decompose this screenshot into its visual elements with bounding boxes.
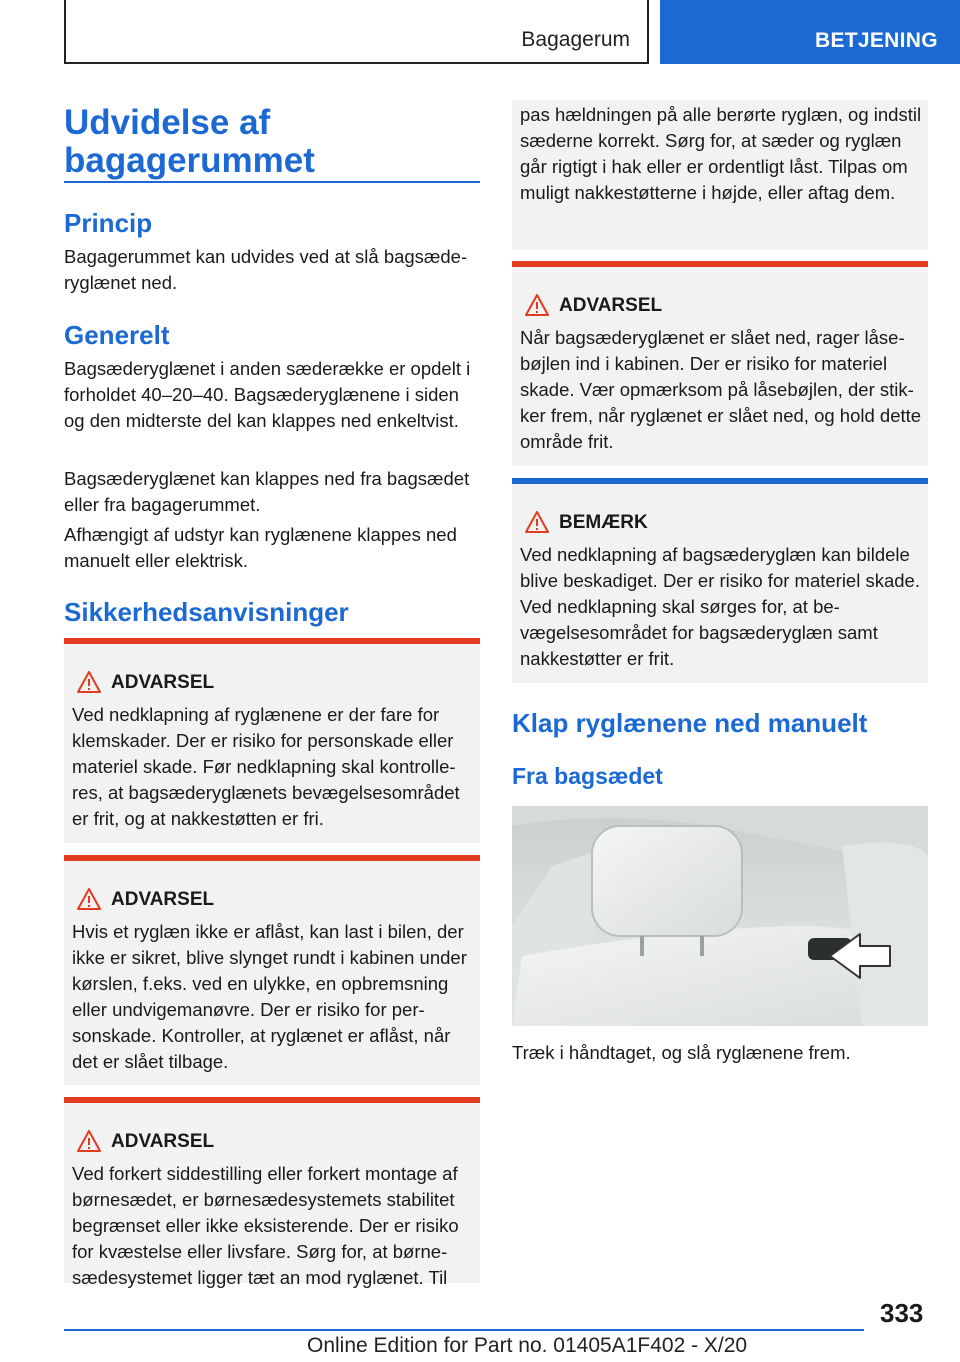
warning-text: Ved nedklapning af ryglænene er der fare for klemskader. Der er risiko for personskade eller materiel skade. Før nedklapning skal kontrolleres, at bagsæderyglænets bevægelsesområdet er frit, og at nakkestøtten er fri. [72, 704, 460, 829]
warning-title: ADVARSEL [111, 672, 215, 693]
warning-box-4 [512, 261, 928, 466]
seat-headrest-image [512, 806, 928, 1026]
general-paragraph-3: Afhængigt af udstyr kan ryglænene klappes ned manuelt eller elektrisk. [64, 524, 457, 571]
warning-text: Hvis et ryglæn ikke er aflåst, kan last i bilen, der ikke er sikret, blive slynget rundt i kabinen under kørslen, f.eks. ved en ulykke, en opbremsning eller undvigemanøvre. Der er risiko for personskade. Kontroller, at ryglænet er aflåst, når det er slået tilbage. [72, 921, 467, 1072]
warning-text-continued: pas hældningen på alle berørte ryglæn, og indstil sæderne korrekt. Sørg for, at sæder og ryglæn går rigtigt i hak eller er ordentligt låst. Tilpas om muligt nakkestøtterne i højde, eller aftag dem. [520, 104, 922, 203]
title-rule [64, 181, 480, 183]
warning-title: ADVARSEL [111, 1131, 215, 1152]
warning-triangle-icon [76, 887, 102, 911]
header-section-title: Bagagerum [521, 28, 630, 51]
warning-triangle-icon [524, 510, 550, 534]
header-chapter-label: BETJENING [815, 29, 938, 52]
heading-general: Generelt [64, 320, 170, 350]
page-title [64, 104, 315, 180]
heading-from-rear-seat: Fra bagsædet [512, 763, 663, 789]
heading-safety: Sikkerhedsanvisninger [64, 597, 349, 627]
warning-box-1 [64, 638, 480, 843]
heading-fold-manually: Klap ryglænene ned manuelt [512, 708, 868, 738]
illustration-caption: Træk i håndtaget, og slå ryglænene frem. [512, 1042, 851, 1063]
page-title-line1: Udvidelse af [64, 103, 271, 142]
warning-triangle-icon [76, 670, 102, 694]
page-title-line2: bagagerummet [64, 141, 315, 180]
warning-box-3-continued [512, 100, 928, 250]
warning-triangle-icon [76, 1129, 102, 1153]
warning-box-3 [64, 1097, 480, 1288]
warning-triangle-icon [524, 293, 550, 317]
footer-edition: Online Edition for Part no. 01405A1F402 - X/20 [307, 1334, 748, 1357]
rear-seat-illustration [512, 806, 928, 1026]
note-text: Ved nedklapning af bagsæderyglæn kan bildele blive beskadiget. Der er risiko for materiel skade. Ved nedklapning skal sørges for, at bevægelsesområdet for bagsæderyglæn samt nakkestøtter er frit. [520, 544, 920, 669]
note-title: BEMÆRK [559, 512, 648, 533]
footer-rule [64, 1329, 864, 1331]
heading-principle: Princip [64, 208, 153, 238]
page-number: 333 [880, 1298, 924, 1328]
warning-title: ADVARSEL [559, 295, 663, 316]
header-chapter-tab[interactable] [660, 0, 960, 64]
warning-box-2 [64, 855, 480, 1085]
principle-text: Bagagerummet kan udvides ved at slå bagsæderyglænet ned. [64, 246, 468, 293]
general-paragraph-1: Bagsæderyglænet i anden sæderække er opdelt i forholdet 40–20–40. Bagsæderyglænene i siden og den midterste del kan klappes ned enkeltvist. [64, 358, 471, 431]
note-box [512, 478, 928, 683]
warning-title: ADVARSEL [111, 889, 215, 910]
general-paragraph-2: Bagsæderyglænet kan klappes ned fra bagsædet eller fra bagagerummet. [64, 468, 470, 515]
warning-text: Når bagsæderyglænet er slået ned, rager låsebøjlen ind i kabinen. Der er risiko for materiel skade. Vær opmærksom på låsebøjlen, der stikker frem, når ryglænet er slået ned, og hold dette område frit. [520, 327, 922, 452]
warning-text: Ved forkert siddestilling eller forkert montage af børnesædet, er børnesædesystemets stabilitet begrænset eller ikke eksisterende. Der er risiko for kvæstelse eller livsfare. Sørg for, at børnesædesystemet ligger tæt an mod ryglænet. Til [72, 1163, 459, 1288]
